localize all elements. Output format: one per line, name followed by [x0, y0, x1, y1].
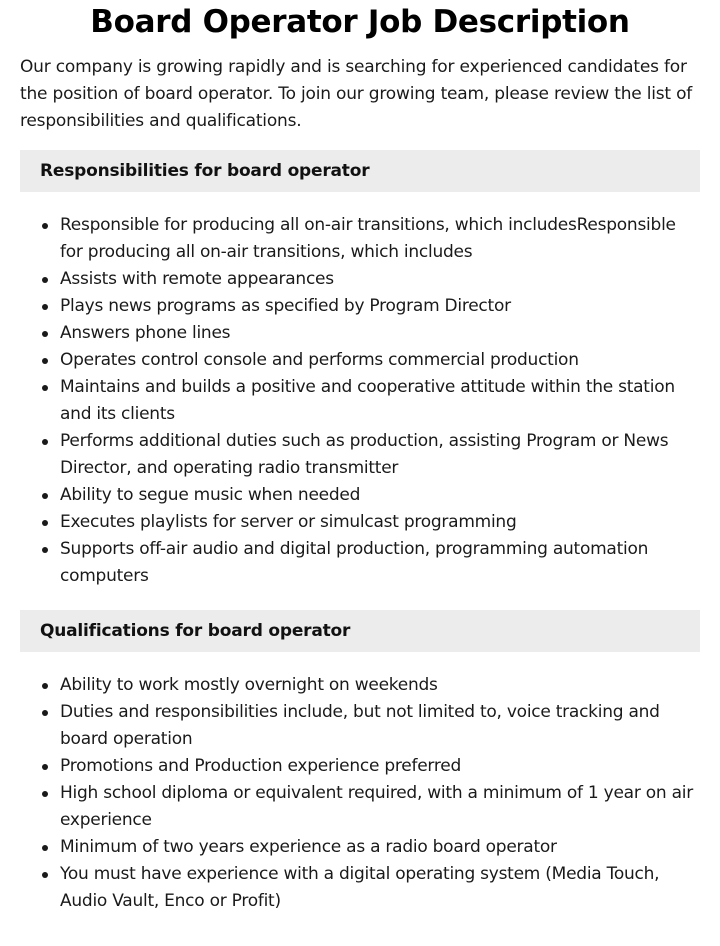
list-item: Responsible for producing all on-air transitions, which includesResponsible for producing all on-air transitions, which includes: [20, 212, 700, 266]
list-item: Performs additional duties such as production, assisting Program or News Director, and operating radio transmitter: [20, 428, 700, 482]
responsibilities-list: [20, 212, 700, 590]
intro-paragraph: Our company is growing rapidly and is searching for experienced candidates for the position of board operator. To join our growing team, please review the list of responsibilities and qualifications.: [20, 57, 693, 131]
responsibilities-section-header: [20, 150, 700, 192]
list-item: Duties and responsibilities include, but not limited to, voice tracking and board operation: [20, 699, 700, 753]
list-item: Minimum of two years experience as a radio board operator: [20, 834, 700, 861]
list-item: High school diploma or equivalent required, with a minimum of 1 year on air experience: [20, 780, 700, 834]
list-item: Assists with remote appearances: [20, 266, 700, 293]
list-item: Answers phone lines: [20, 320, 700, 347]
page-title: Board Operator Job Description: [90, 4, 630, 40]
list-item: Maintains and builds a positive and cooperative attitude within the station and its clients: [20, 374, 700, 428]
list-item: Ability to segue music when needed: [20, 482, 700, 509]
list-item: Plays news programs as specified by Program Director: [20, 293, 700, 320]
list-item: Supports off-air audio and digital production, programming automation computers: [20, 536, 700, 590]
list-item: Promotions and Production experience preferred: [20, 753, 700, 780]
qualifications-list: [20, 672, 700, 915]
responsibilities-heading: Responsibilities for board operator: [40, 161, 370, 181]
list-item: Executes playlists for server or simulcast programming: [20, 509, 700, 536]
list-item: Ability to work mostly overnight on weekends: [20, 672, 700, 699]
qualifications-heading: Qualifications for board operator: [40, 621, 351, 641]
qualifications-section-header: [20, 610, 700, 652]
list-item: Operates control console and performs commercial production: [20, 347, 700, 374]
list-item: You must have experience with a digital operating system (Media Touch, Audio Vault, Enco or Profit): [20, 861, 700, 915]
